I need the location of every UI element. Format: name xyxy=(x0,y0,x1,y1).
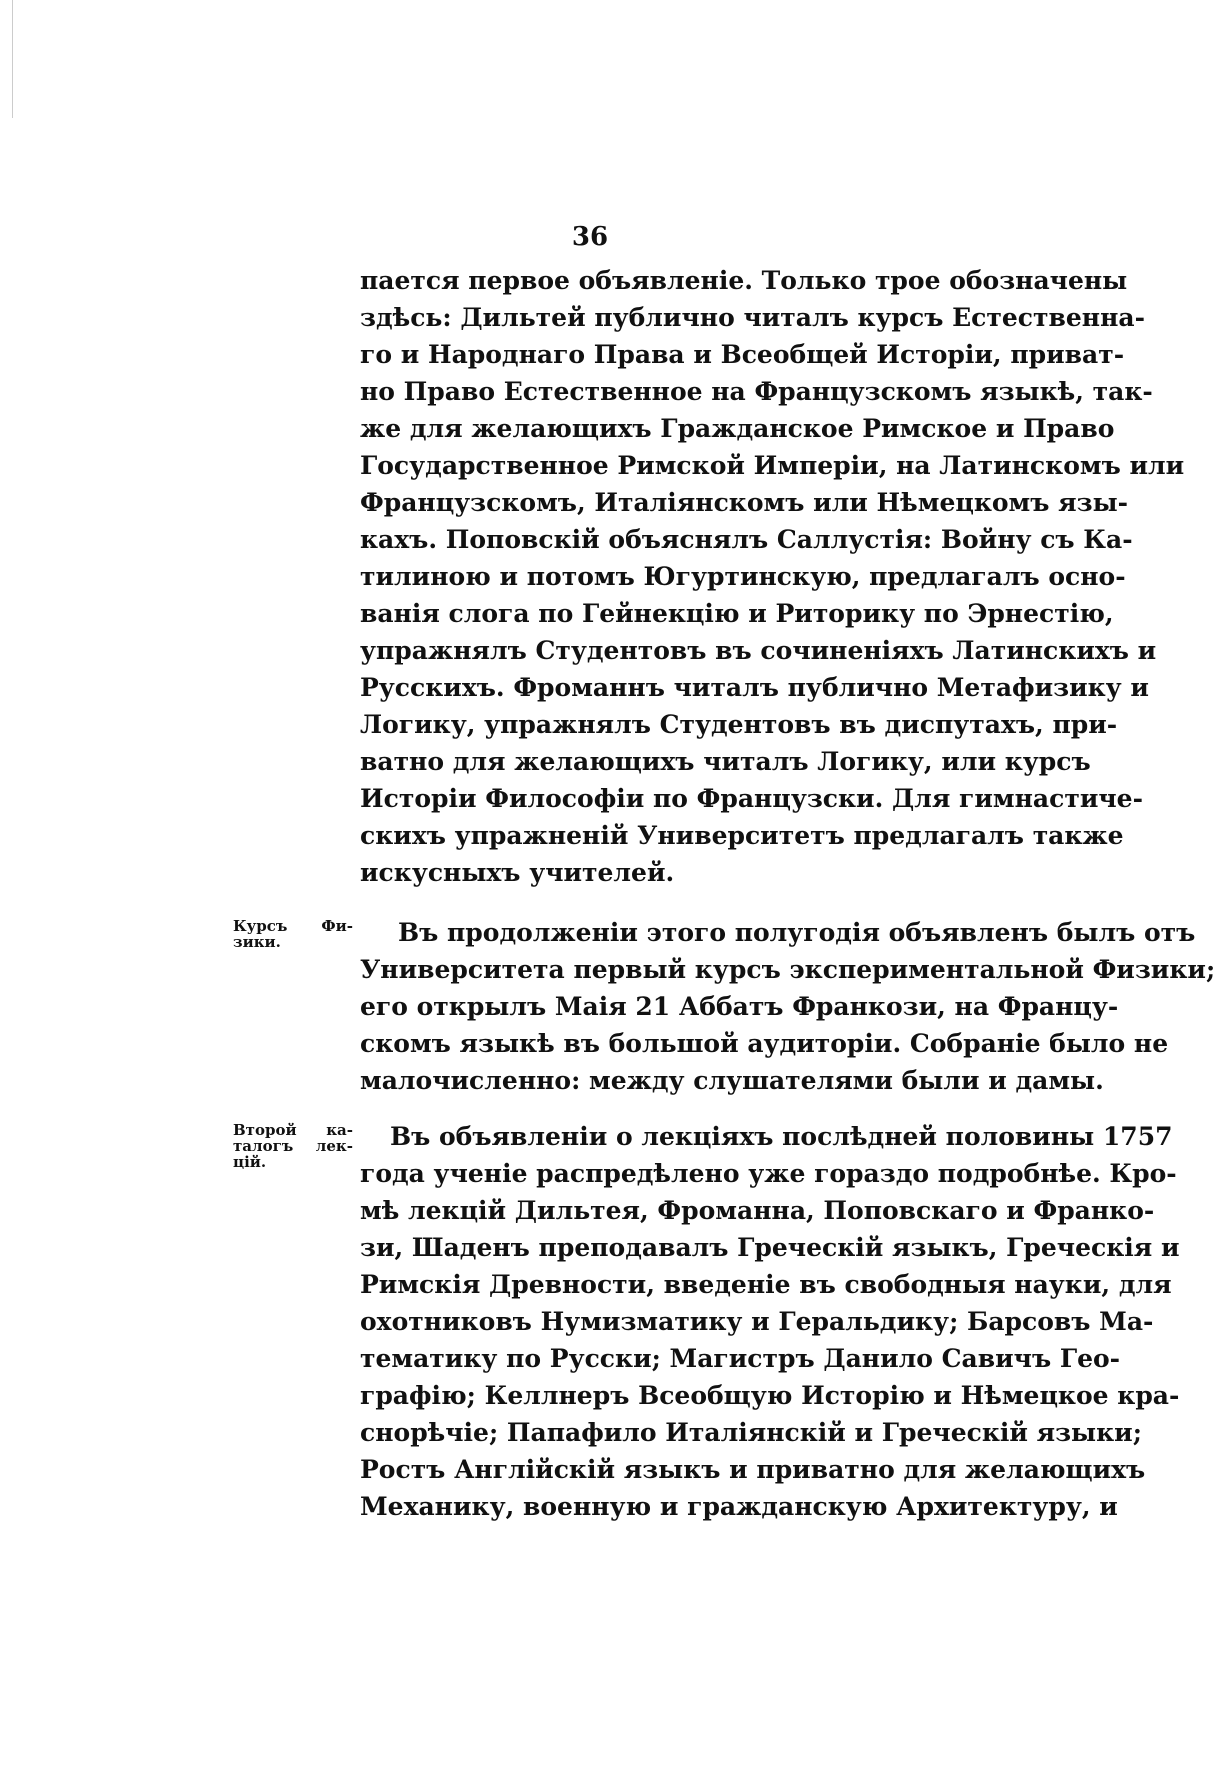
margin-note xyxy=(233,1122,353,1170)
text-line: года ученіе распредѣлено уже гораздо подробнѣе. Кро- xyxy=(360,1159,1177,1188)
margin-note xyxy=(233,918,353,950)
text-line: малочисленно: между слушателями были и дамы. xyxy=(360,1066,1104,1095)
text-line: но Право Естественное на Французскомъ языкѣ, так- xyxy=(360,377,1153,406)
margin-note-line: Курсъ Фи- xyxy=(233,917,353,935)
text-line: охотниковъ Нумизматику и Геральдику; Барсовъ Ма- xyxy=(360,1307,1154,1336)
page-number: 36 xyxy=(571,222,609,252)
text-line: его открылъ Маія 21 Аббатъ Франкози, на Францу- xyxy=(360,992,1119,1021)
margin-note-line: Второй ка- xyxy=(233,1121,353,1139)
text-line: Римскія Древности, введеніе въ свободныя науки, для xyxy=(360,1270,1172,1299)
text-line: Логику, упражнялъ Студентовъ въ диспутахъ, при- xyxy=(360,710,1118,739)
text-line: графію; Келлнеръ Всеобщую Исторію и Нѣмецкое кра- xyxy=(360,1381,1180,1410)
text-line: Исторіи Философіи по Французски. Для гимнастиче- xyxy=(360,784,1143,813)
text-line: ватно для желающихъ читалъ Логику, или курсъ xyxy=(360,747,1091,776)
text-line: пается первое объявленіе. Только трое обозначены xyxy=(360,266,1128,295)
text-line: мѣ лекцій Дильтея, Фроманна, Поповскаго и Франко- xyxy=(360,1196,1155,1225)
text-line: Ростъ Англійскій языкъ и приватно для желающихъ xyxy=(360,1455,1146,1484)
text-line: Въ продолженіи этого полугодія объявленъ былъ отъ xyxy=(398,918,1196,947)
text-line: Русскихъ. Фроманнъ читалъ публично Метафизику и xyxy=(360,673,1149,702)
text-line: Университета первый курсъ экспериментальной Физики; xyxy=(360,955,1215,984)
text-line: ванія слога по Гейнекцію и Риторику по Эрнестію, xyxy=(360,599,1114,628)
edge-mark xyxy=(12,0,13,118)
text-line: снорѣчіе; Папафило Италіянскій и Греческій языки; xyxy=(360,1418,1142,1447)
text-line: же для желающихъ Гражданское Римское и Право xyxy=(360,414,1115,443)
margin-note-line: зики. xyxy=(233,933,281,951)
text-line: кахъ. Поповскій объяснялъ Саллустія: Войну съ Ка- xyxy=(360,525,1133,554)
text-line: го и Народнаго Права и Всеобщей Исторіи, приват- xyxy=(360,340,1125,369)
text-line: зи, Шаденъ преподавалъ Греческій языкъ, Греческія и xyxy=(360,1233,1180,1262)
text-line: искусныхъ учителей. xyxy=(360,858,675,887)
text-line: Механику, военную и гражданскую Архитектуру, и xyxy=(360,1492,1118,1521)
text-line: скомъ языкѣ въ большой аудиторіи. Собраніе было не xyxy=(360,1029,1169,1058)
text-line: тилиною и потомъ Югуртинскую, предлагалъ осно- xyxy=(360,562,1126,591)
margin-note-line: цій. xyxy=(233,1153,267,1171)
text-line: Государственное Римской Имперіи, на Латинскомъ или xyxy=(360,451,1185,480)
margin-note-line: талогъ лек- xyxy=(233,1137,353,1155)
text-line: Французскомъ, Италіянскомъ или Нѣмецкомъ язы- xyxy=(360,488,1129,517)
text-line: Въ объявленіи о лекціяхъ послѣдней половины 1757 xyxy=(390,1122,1173,1151)
text-line: тематику по Русски; Магистръ Данило Савичъ Гео- xyxy=(360,1344,1121,1373)
text-line: здѣсь: Дильтей публично читалъ курсъ Естественна- xyxy=(360,303,1145,332)
text-line: упражнялъ Студентовъ въ сочиненіяхъ Латинскихъ и xyxy=(360,636,1157,665)
text-line: скихъ упражненій Университетъ предлагалъ также xyxy=(360,821,1124,850)
